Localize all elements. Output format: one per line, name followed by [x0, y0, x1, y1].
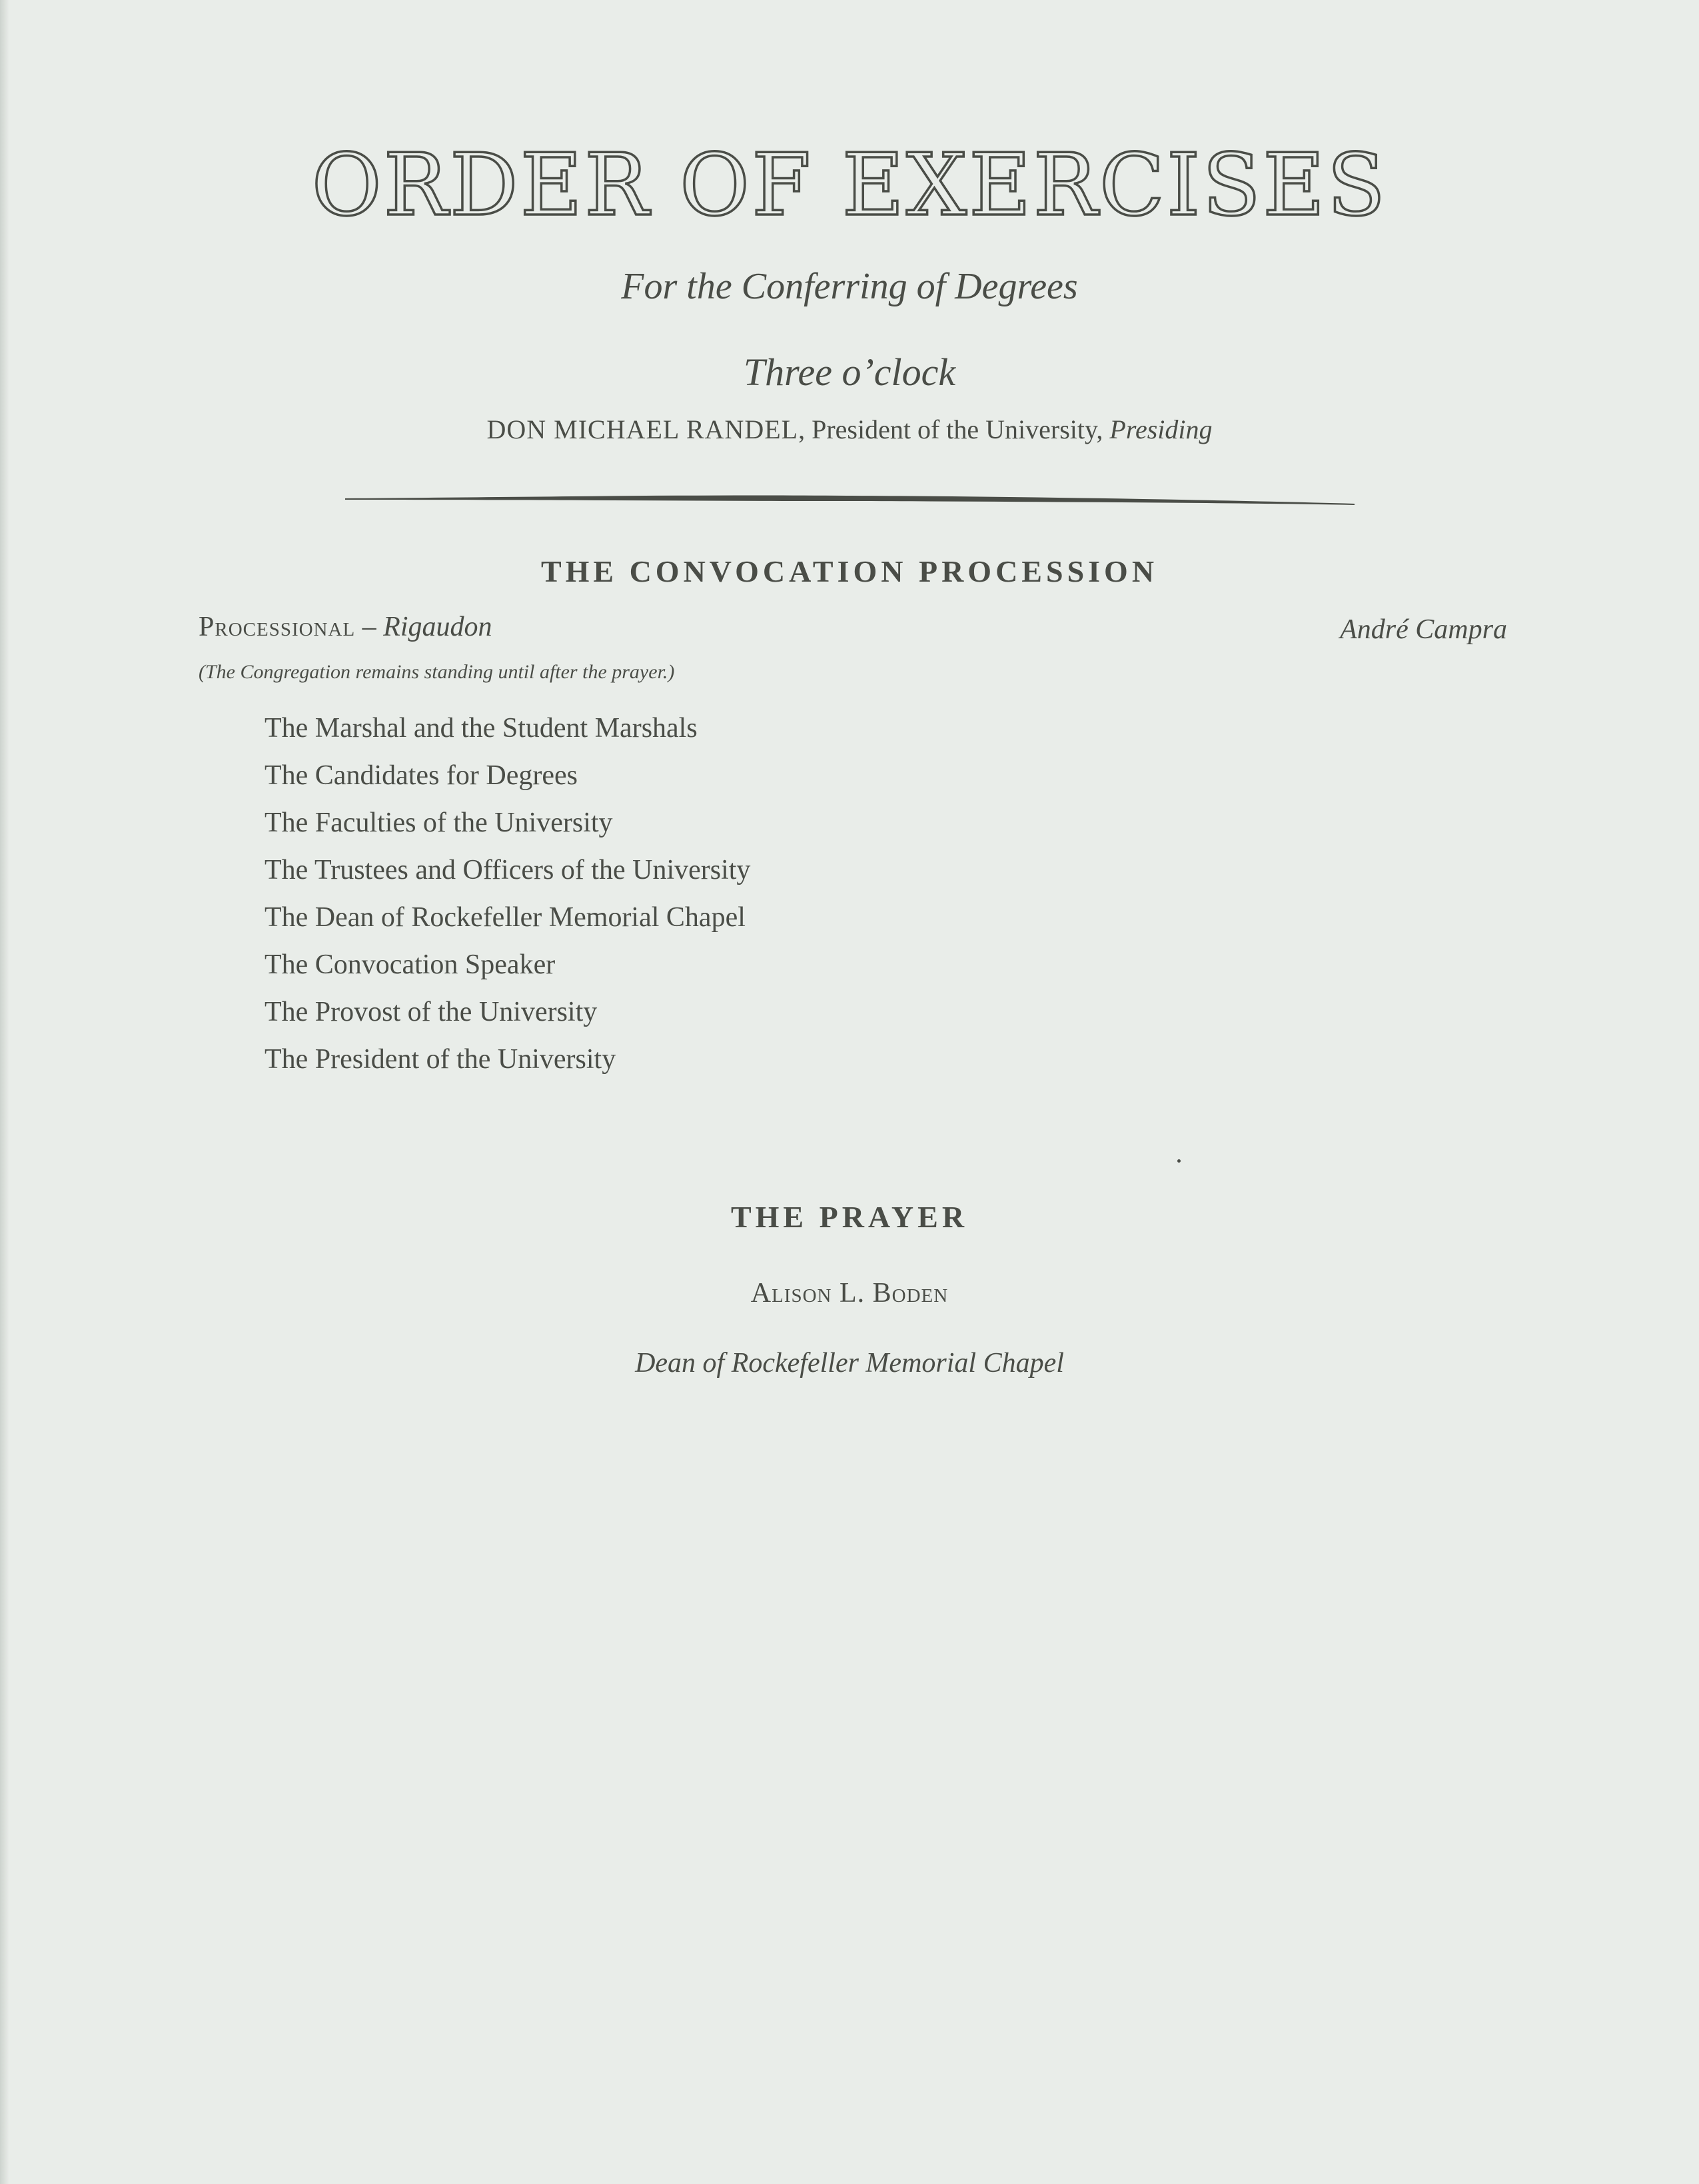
processional-piece: Rigaudon [383, 612, 492, 642]
processional-line [199, 613, 492, 641]
presiding-suffix: Presiding [1109, 414, 1213, 444]
list-item: The President of the University [265, 1044, 616, 1075]
processional-label: Processional [199, 612, 356, 642]
prayer-officiant-title: Dean of Rockefeller Memorial Chapel [635, 1348, 1064, 1378]
page-edge [0, 0, 9, 2184]
processional-dash: – [355, 612, 384, 642]
list-item: The Dean of Rockefeller Memorial Chapel [265, 902, 746, 933]
prayer-officiant: Alison L. Boden [750, 1278, 949, 1309]
list-item: The Marshal and the Student Marshals [265, 713, 698, 744]
decorative-rule [345, 493, 1355, 508]
page-subtitle: For the Conferring of Degrees [621, 266, 1078, 307]
print-speck [1177, 1159, 1181, 1163]
ceremony-time: Three o’clock [743, 350, 956, 394]
list-item: The Convocation Speaker [265, 949, 556, 980]
list-item: The Candidates for Degrees [265, 760, 578, 791]
composer: André Campra [1340, 614, 1507, 645]
prayer-heading: THE PRAYER [730, 1200, 969, 1234]
procession-order-list [265, 712, 750, 1090]
list-item: The Provost of the University [265, 997, 598, 1027]
congregation-note: (The Congregation remains standing until after the prayer.) [199, 661, 675, 683]
list-item: The Faculties of the University [265, 808, 613, 838]
presiding-line [0, 416, 1699, 443]
procession-heading: THE CONVOCATION PROCESSION [540, 554, 1159, 588]
presiding-role: , President of the University, [798, 414, 1110, 444]
presiding-name: DON MICHAEL RANDEL [486, 414, 799, 444]
page-title: ORDER OF EXERCISES [311, 136, 1388, 235]
list-item: The Trustees and Officers of the University [265, 855, 751, 885]
